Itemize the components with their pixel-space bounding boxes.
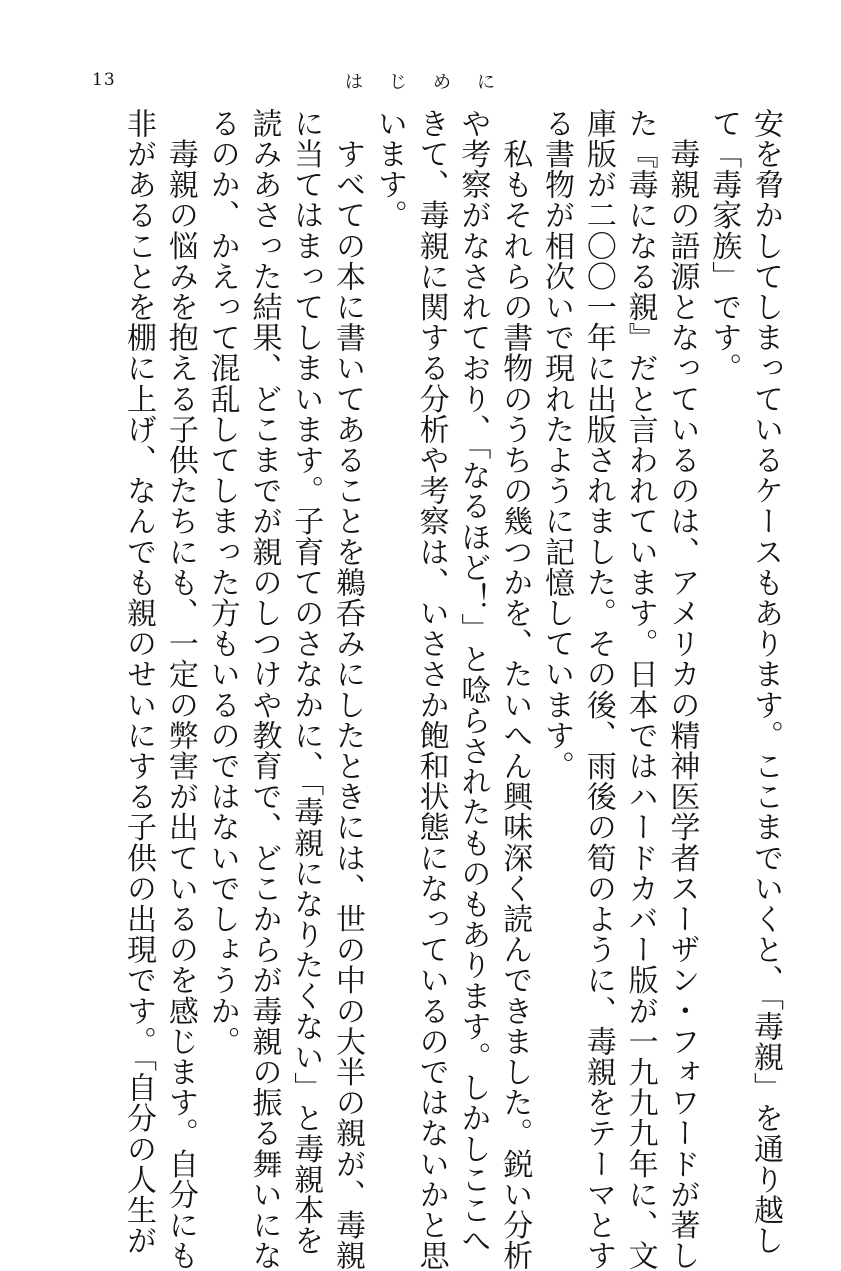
- vertical-text-body: [121, 108, 783, 1271]
- text-column: きて、毒親に関する分析や考察は、いささか飽和状態になっているのではないかと思: [413, 108, 449, 1271]
- text-column: います。: [371, 108, 407, 231]
- text-column: 読みあさった結果、どこまでが親のしつけや教育で、どこからが毒親の振る舞いにな: [246, 108, 282, 1271]
- text-column: すべての本に書いてあることを鵜呑みにしたときには、世の中の大半の親が、毒親: [330, 108, 366, 1271]
- text-column: や考察がなされており、「なるほど！」と唸らされたものもあります。しかしここへ: [455, 108, 491, 1256]
- text-column: る書物が相次いで現れたように記憶しています。: [539, 108, 575, 782]
- text-column: 安を脅かしてしまっているケースもあります。ここまでいくと、「毒親」を通り越し: [748, 108, 783, 1256]
- text-column: に当てはまってしまいます。子育てのさなかに、「毒親になりたくない」と毒親本を: [288, 108, 324, 1256]
- running-head-title: はじめに: [345, 72, 521, 93]
- page-number: 13: [92, 70, 116, 90]
- text-column: 私もそれらの書物のうちの幾つかを、たいへん興味深く読んできました。鋭い分析: [497, 108, 533, 1271]
- text-column: 非があることを棚に上げ、なんでも親のせいにする子供の出現です。「自分の人生が: [121, 108, 157, 1256]
- text-column: 毒親の悩みを抱える子供たちにも、一定の弊害が出ているのを感じます。自分にも: [162, 108, 198, 1271]
- text-column: た『毒になる親』だと言われています。日本ではハードカバー版が一九九九年に、文: [622, 108, 658, 1271]
- text-column: 毒親の語源となっているのは、アメリカの精神医学者スーザン・フォワードが著し: [664, 108, 700, 1271]
- text-column: るのか、かえって混乱してしまった方もいるのではないでしょうか。: [204, 108, 240, 1057]
- text-column: 庫版が二〇〇一年に出版されました。その後、雨後の筍のように、毒親をテーマとす: [580, 108, 616, 1271]
- text-column: て「毒家族」です。: [706, 108, 742, 384]
